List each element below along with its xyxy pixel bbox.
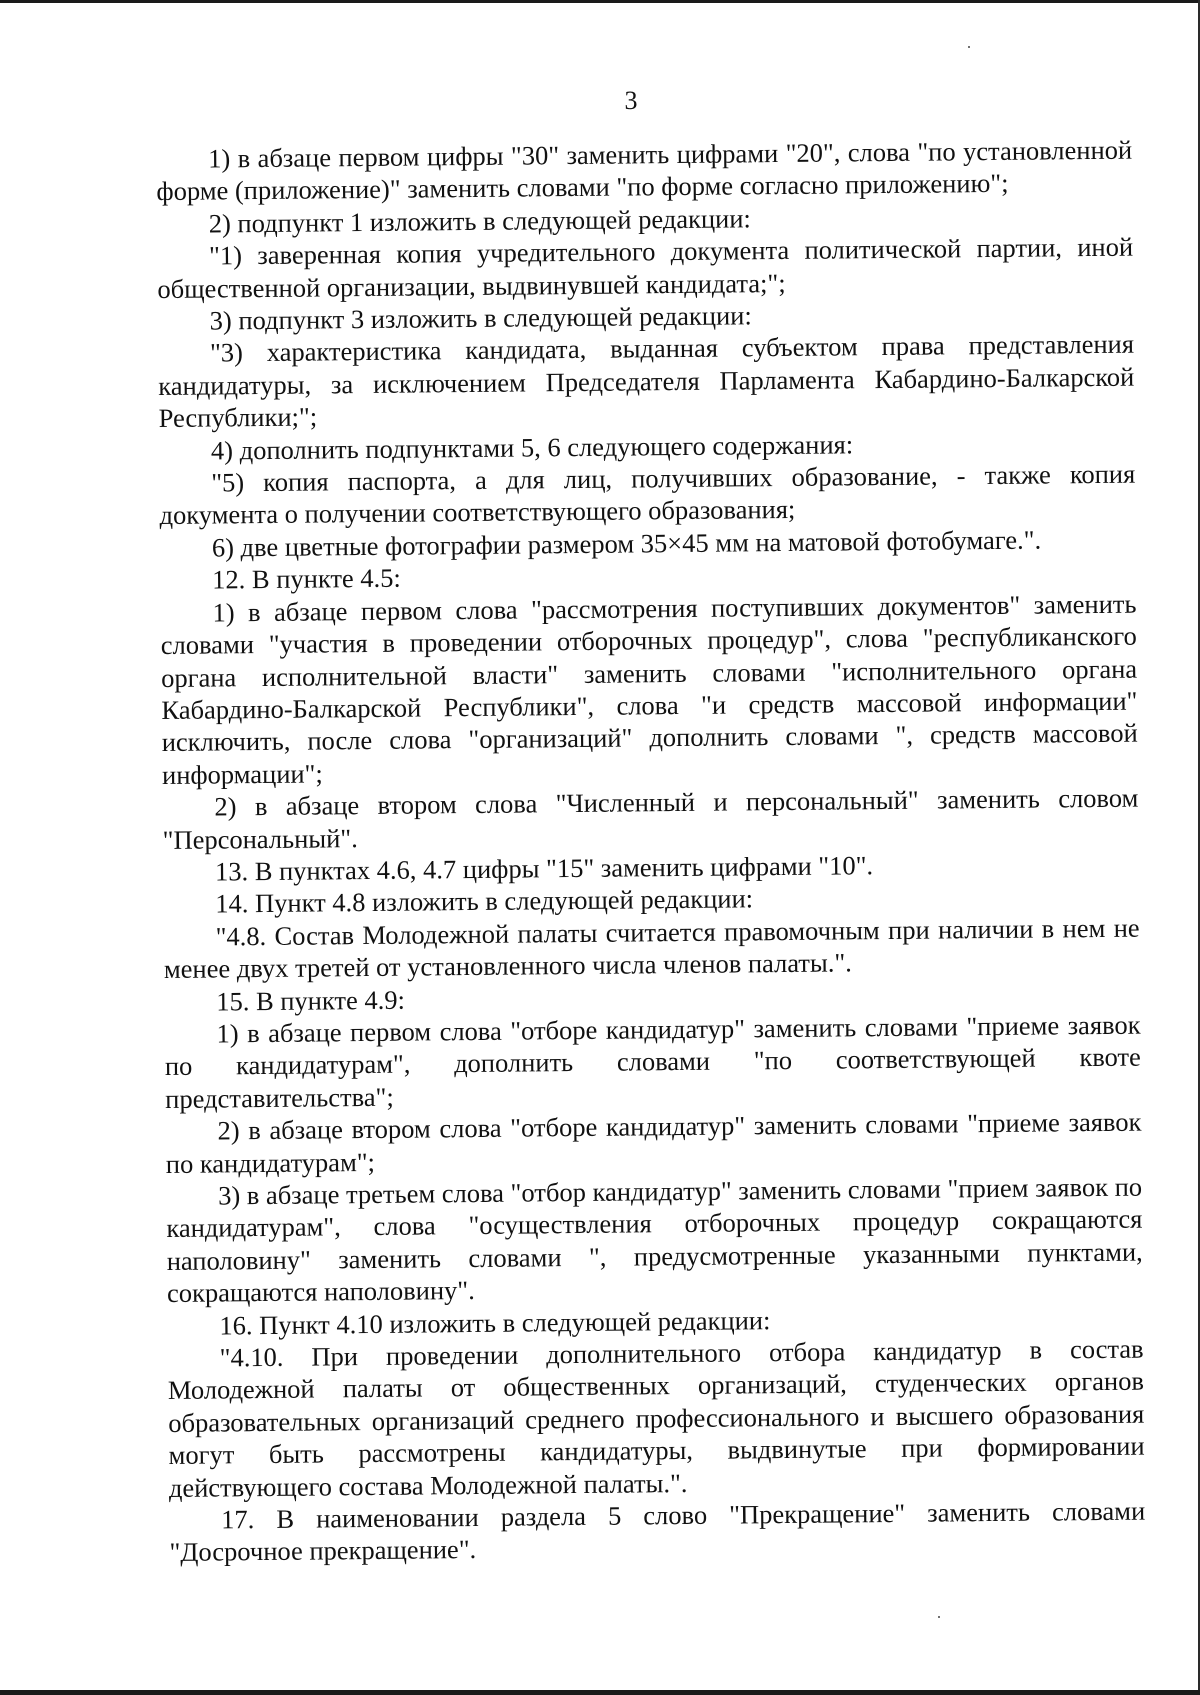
paragraph-11-4-text-6: 6) две цветные фотографии размером 35×45 мм на матовой фотобумаге.". (211, 524, 1042, 563)
page-number: 3 (624, 86, 638, 115)
paragraph-15-2: 2) в абзаце втором слова "отборе кандидатур" заменить словами "приеме заявок по кандидатурам"; (165, 1106, 1142, 1179)
paragraph-14: 14. Пункт 4.8 изложить в следующей редакции: (215, 883, 754, 919)
scan-bottom-edge (0, 1690, 1200, 1695)
document-body (156, 134, 1146, 1569)
paragraph-11-4: 4) дополнить подпунктами 5, 6 следующего содержания: (210, 428, 854, 466)
scan-speck (968, 46, 970, 48)
paragraph-11-1: 1) в абзаце первом цифры "30" заменить цифрами "20", слова "по установленной форме (приложение)" заменить словами "по форме согласно приложению"; (156, 134, 1133, 207)
paragraph-11-3-text: "3) характеристика кандидата, выданная субъектом права представления кандидатуры, за исключением Председателя Парламента Кабардино-Балкарской Республики;"; (158, 329, 1135, 434)
paragraph-12-1: 1) в абзаце первом слова "рассмотрения поступивших документов" заменить словами "участия в проведении отборочных процедур", слова "республиканского органа исполнительной власти" заменить словами "исполнительного органа Кабардино-Балкарской Республики", слова "и средств массовой информации" исключить, после слова "организаций" дополнить словами ", средств массовой информации"; (160, 588, 1138, 790)
paragraph-17: 17. В наименовании раздела 5 слово "Прекращение" заменить словами "Досрочное прекращение". (169, 1495, 1146, 1568)
paragraph-12-2: 2) в абзаце втором слова "Численный и персональный" заменить словом "Персональный". (162, 782, 1139, 855)
paragraph-15-3: 3) в абзаце третьем слова "отбор кандидатур" заменить словами "прием заявок по кандидатурам", слова "осуществления отборочных процедур сокращаются наполовину" заменить словами ", предусмотренные указанными пунктами, сокращаются наполовину". (166, 1171, 1143, 1309)
paragraph-11-4-text-5: "5) копия паспорта, а для лиц, получивших образование, - также копия документа о получении соответствующего образования; (159, 458, 1136, 531)
paragraph-12: 12. В пункте 4.5: (212, 562, 401, 595)
paragraph-11-2-text: "1) заверенная копия учредительного документа политической партии, иной общественной организации, выдвинувшей кандидата;"; (157, 231, 1134, 304)
paragraph-16: 16. Пункт 4.10 изложить в следующей редакции: (219, 1304, 771, 1341)
paragraph-15-1: 1) в абзаце первом слова "отборе кандидатур" заменить словами "приеме заявок по кандидатурам", дополнить словами "по соответствующей квоте представительства"; (164, 1009, 1141, 1114)
scan-top-edge (0, 0, 1200, 3)
paragraph-11-2: 2) подпункт 1 изложить в следующей редакции: (208, 203, 751, 239)
scan-speck (938, 1616, 940, 1618)
paragraph-13: 13. В пунктах 4.6, 4.7 цифры "15" заменить цифрами "10". (214, 850, 874, 887)
paragraph-15: 15. В пункте 4.9: (216, 984, 406, 1017)
paragraph-11-3: 3) подпункт 3 изложить в следующей редакции: (209, 300, 752, 336)
paragraph-14-text: "4.8. Состав Молодежной палаты считается правомочным при наличии в нем не менее двух третей от установленного числа членов палаты.". (163, 912, 1140, 985)
paragraph-16-text: "4.10. При проведении дополнительного отбора кандидатур в состав Молодежной палаты от общественных организаций, студенческих органов образовательных организаций среднего профессионального и высшего образования могут быть рассмотрены кандидатуры, выдвинутые при формировании действующего состава Молодежной палаты.". (167, 1333, 1145, 1503)
